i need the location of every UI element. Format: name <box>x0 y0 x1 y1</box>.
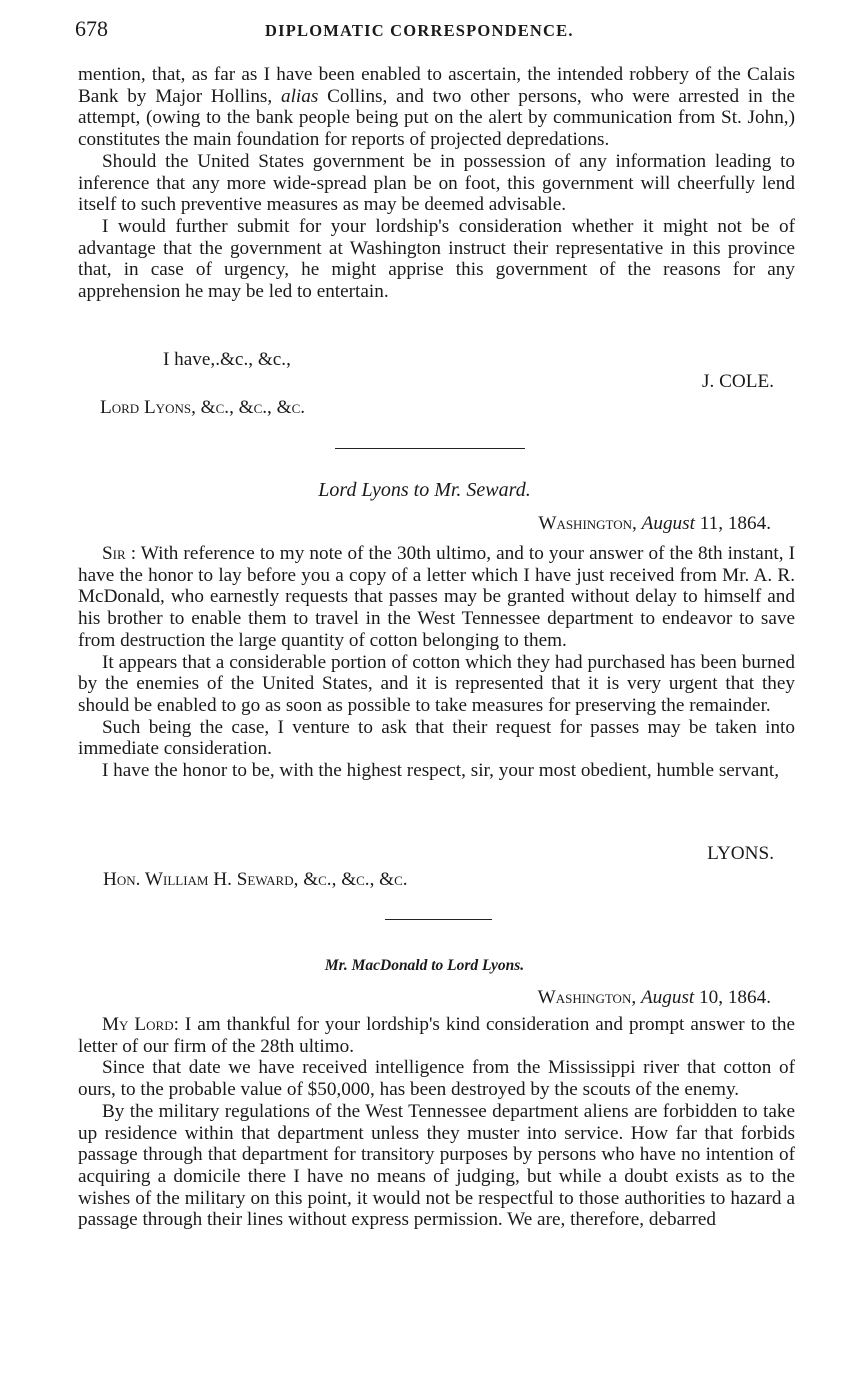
paragraph: I have the honor to be, with the highest respect, sir, your most obedient, humble servant, <box>102 760 780 782</box>
section-divider <box>335 448 525 449</box>
paragraph: It appears that a considerable portion of cotton which they had purchased has been burned by the enemies of the United States, and it is represented that it is very urgent that they should be enabled to go as soon as possible to take measures for preserving the remainder. <box>78 651 795 716</box>
dateline: Washington, August 10, 1864. <box>537 987 771 1008</box>
paragraph: My Lord: I am thankful for your lordship's kind consideration and prompt answer to the letter of our firm of the 28th ultimo. <box>78 1014 796 1057</box>
closing-line: I have,.&c., &c., <box>163 349 291 370</box>
letter-title: Lord Lyons to Mr. Seward. <box>318 479 531 501</box>
addressee: Lord Lyons, &c., &c., &c. <box>100 397 306 418</box>
salutation: Sir : <box>102 543 137 564</box>
signature: J. COLE. <box>702 371 774 392</box>
paragraph: I would further submit for your lordship's consideration whether it might not be of advantage that the government at Washington instruct their representative in this province that, in case of urgency, he might apprise this government of the reasons for any apprehension he may be led to entertain. <box>78 215 795 303</box>
letter-lyons-body <box>78 543 795 782</box>
page-number: 678 <box>75 16 108 41</box>
paragraph: Since that date we have received intelligence from the Mississippi river that cotton of ours, to the probable value of $50,000, has been destroyed by the scouts of the enemy. <box>78 1057 795 1101</box>
paragraph: By the military regulations of the West Tennessee department aliens are forbidden to take up residence within that department unless they muster into service. How far that forbids passage through that department for transitory purposes by persons who have no intention of acquiring a domicile there I have no means of judging, but while a doubt exists as to the wishes of the military on this point, it would not be respectful to those authorities to hazard a passage through their lines without express permission. We are, therefore, debarred <box>78 1100 795 1231</box>
paragraph: Sir : With reference to my note of the 30th ultimo, and to your answer of the 8th instant, I have the honor to lay before you a copy of a letter which I have just received from Mr. A. R. McDonald, who earnestly requests that passes may be granted without delay to himself and his brother to enable them to travel in the West Tennessee department to endeavor to save from destruction the large quantity of cotton belonging to them. <box>78 543 795 651</box>
running-title: DIPLOMATIC CORRESPONDENCE. <box>265 21 574 40</box>
alias-word: alias <box>280 85 319 107</box>
letter-macdonald-body <box>78 1014 795 1231</box>
signature: LYONS. <box>707 843 774 864</box>
paragraph: mention, that, as far as I have been enabled to ascertain, the intended robbery of the Calais Bank by Major Hollins, alias Collins, and two other persons, who were arrested in the attempt, (owing to the bank people being put on the alert by communication from St. John,) constitutes the main foundation for reports of projected depredations. <box>78 64 795 151</box>
letter-title: Mr. MacDonald to Lord Lyons. <box>324 957 525 974</box>
addressee: Hon. William H. Seward, &c., &c., &c. <box>103 869 408 890</box>
salutation: My Lord: <box>102 1014 179 1035</box>
paragraph: Should the United States government be in possession of any information leading to inference that any more wide-spread plan be on foot, this government will cheerfully lend itself to such preventive measures as may be deemed advisable. <box>78 150 795 216</box>
letter-cole-body <box>78 64 795 303</box>
paragraph: Such being the case, I venture to ask that their request for passes may be taken into immediate consideration. <box>78 716 795 760</box>
section-divider <box>385 919 492 920</box>
dateline: Washington, August 11, 1864. <box>538 513 771 534</box>
